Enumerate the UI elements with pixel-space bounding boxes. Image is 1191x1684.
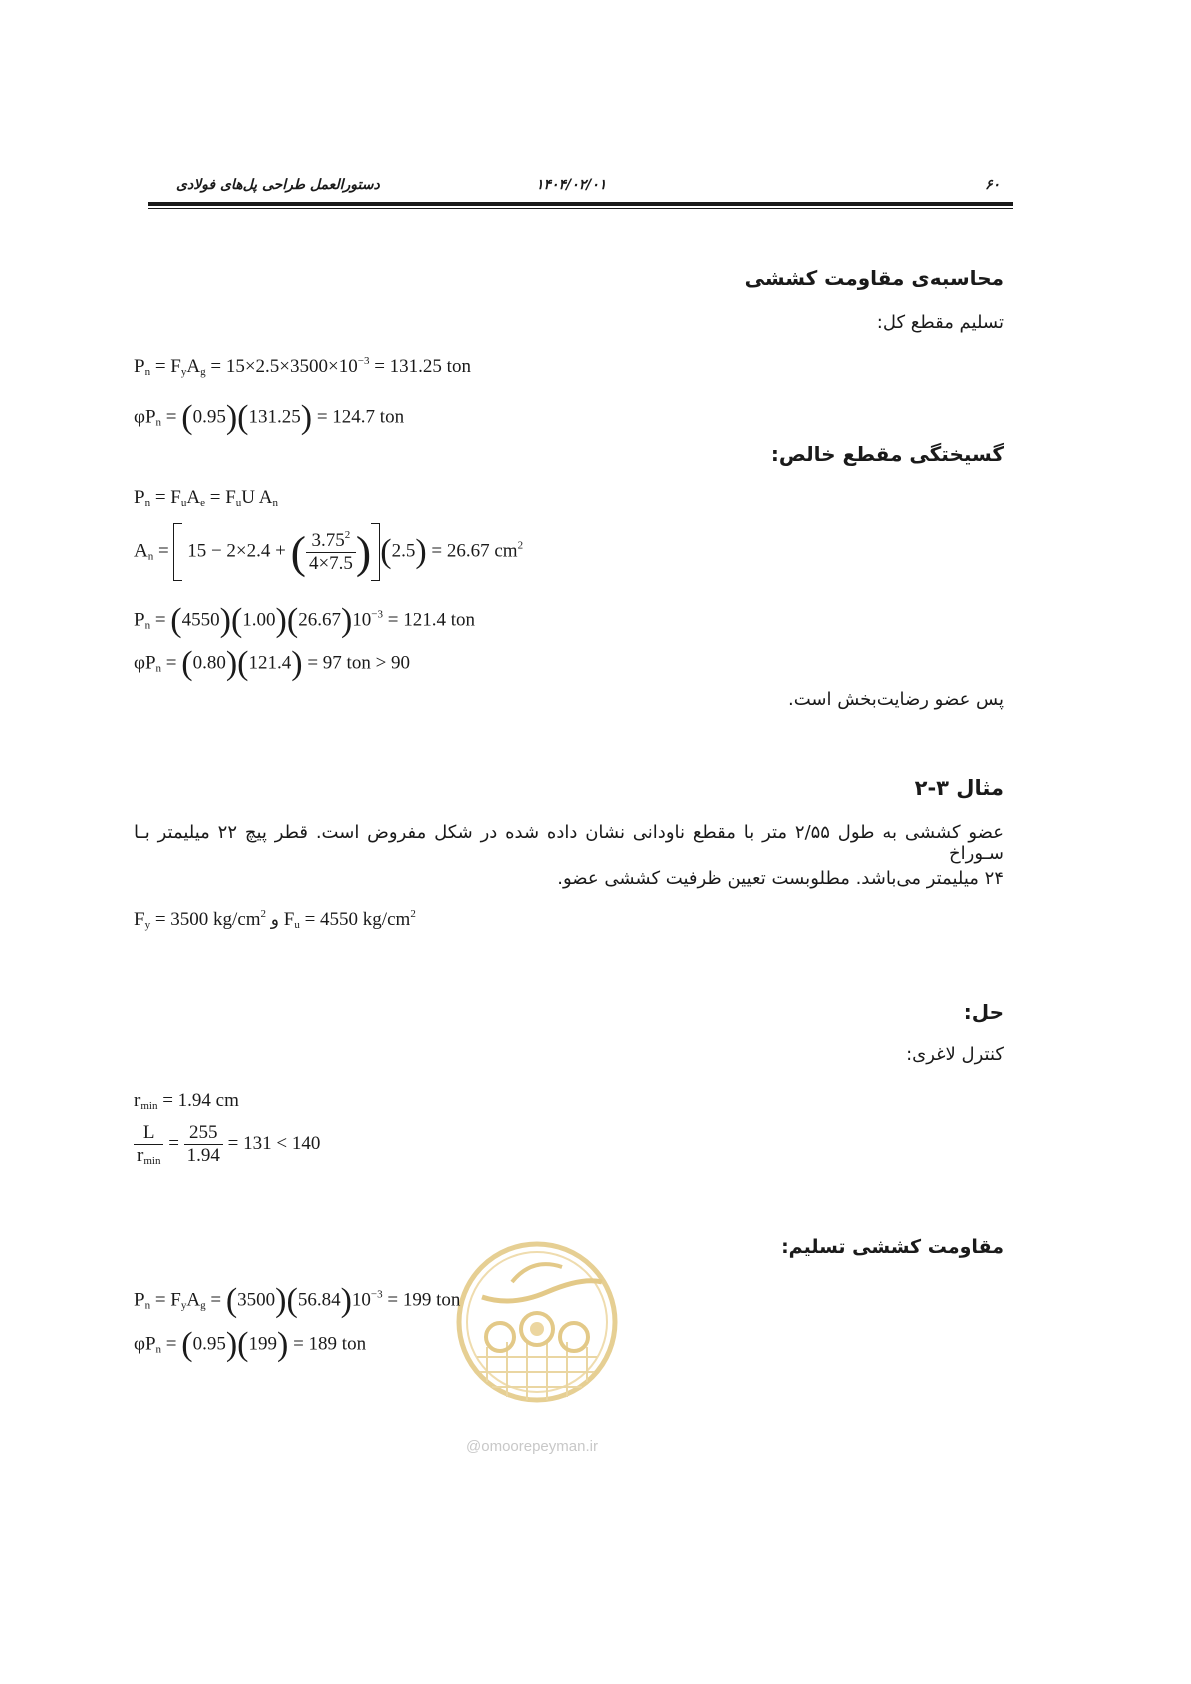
header-date: ۱۴۰۴/۰۲/۰۱ — [536, 177, 607, 193]
equation-net-area: $A_n = 15 - 2\times 2.4$ + ( $\frac{3.75^2}{4\times 7.5}$ ) (2.5) = 26.67 $cm^2$ — [134, 523, 523, 581]
header-rule-thick — [148, 202, 1013, 206]
watermark-logo — [452, 1237, 622, 1407]
example-title: مثال ۳-۲ — [914, 776, 1004, 800]
given-fy: $F_y = 3500$ $kg/cm^2$ — [134, 908, 267, 931]
solution-heading: حل: — [963, 1000, 1004, 1024]
equation-phi-pn-yield: $\varphi P_n = (0.95)(131.25) = 124.7$ ton — [134, 399, 405, 436]
section-heading-rupture: گسیختگی مقطع خالص: — [770, 442, 1004, 466]
section-heading-tensile: محاسبه‌ی مقاومت کششی — [744, 266, 1004, 290]
conclusion-text: پس عضو رضایت‌بخش است. — [788, 689, 1004, 710]
given-fu: $F_u = 4550$ $kg/cm^2$ — [283, 908, 416, 931]
header-rule-thin — [148, 208, 1013, 209]
slenderness-check-label: کنترل لاغری: — [906, 1044, 1004, 1065]
example-statement-line2: ۲۴ میلیمتر می‌باشد. مطلوبست تعیین ظرفیت کششی عضو. — [557, 868, 1004, 889]
equation-phi-pn-rupture: $\varphi P_n = (0.80)(121.4) = 97$ ton > 90 — [134, 645, 411, 682]
page-number: ۶۰ — [985, 177, 1001, 193]
example-statement-line1: عضو کششی به طول ۲/۵۵ متر با مقطع ناودانی نشان داده شده در شکل مفروض است. قطر پیچ ۲۲ میلیمتر بـا سـوراخ — [134, 822, 1004, 864]
equation-pn-yield: $P_n = F_yA_g = 15\times 2.5\times 3500\times 10^{-3} = 131.25$ ton — [134, 355, 471, 378]
header-title: دستورالعمل طراحی پل‌های فولادی — [176, 177, 380, 193]
given-and: و — [270, 910, 280, 930]
yield-strength-heading: مقاومت کششی تسلیم: — [781, 1236, 1004, 1258]
subheading-gross-yield: تسلیم مقطع کل: — [876, 312, 1004, 333]
watermark-seal-icon — [452, 1237, 622, 1407]
equation-pn-rupture: $P_n = F_uA_e = F_uU$ $A_n$ — [134, 487, 278, 509]
equation-slenderness-ratio: $\frac{L}{r_{min}}$ = $\frac{255}{1.94}$ = 131 < 140 — [134, 1122, 320, 1167]
equation-rmin: $r_{min} = 1.94$ cm — [134, 1090, 239, 1112]
equation-phi-pn-yield-example: $\varphi P_n = (0.95)(199) = 189$ ton — [134, 1326, 367, 1363]
watermark-url: @omoorepeyman.ir — [466, 1438, 598, 1455]
given-values — [134, 909, 416, 931]
equation-pn-rupture-value: $P_n = (4550)(1.00)(26.67)10^{-3} = 121.4$ ton — [134, 602, 475, 639]
equation-pn-yield-example: $P_n = F_yA_g = (3500)(56.84)10^{-3} = 199$ ton — [134, 1282, 461, 1319]
